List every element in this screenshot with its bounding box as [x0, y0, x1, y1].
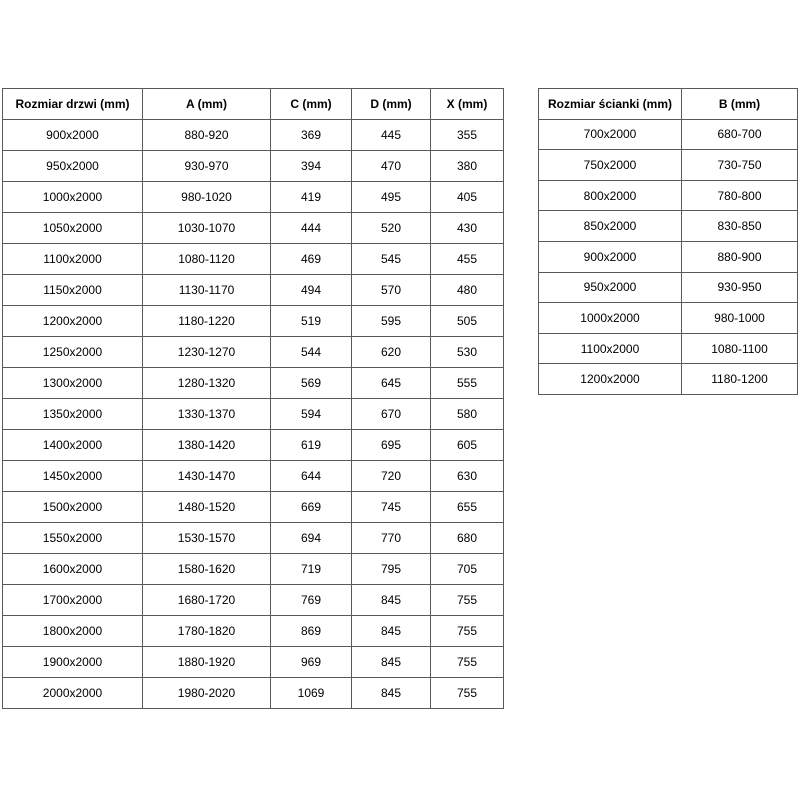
table-cell: 570 — [352, 275, 431, 306]
table-cell: 1350x2000 — [3, 399, 143, 430]
table-cell: 869 — [271, 616, 352, 647]
table-row — [3, 554, 504, 585]
table-cell: 555 — [431, 368, 504, 399]
table-cell: 980-1020 — [143, 182, 271, 213]
table-cell: 1200x2000 — [539, 364, 682, 395]
table-cell: 1080-1100 — [682, 333, 798, 364]
table-cell: 369 — [271, 120, 352, 151]
table-cell: 355 — [431, 120, 504, 151]
table-cell: 530 — [431, 337, 504, 368]
table-cell: 780-800 — [682, 180, 798, 211]
table-cell: 580 — [431, 399, 504, 430]
table-row — [3, 616, 504, 647]
table-row — [3, 523, 504, 554]
table-cell: 830-850 — [682, 211, 798, 242]
table-cell: 1550x2000 — [3, 523, 143, 554]
table-cell: 669 — [271, 492, 352, 523]
table-cell: 1480-1520 — [143, 492, 271, 523]
table-cell: 444 — [271, 213, 352, 244]
table-row — [3, 647, 504, 678]
table-row — [3, 399, 504, 430]
table-cell: 1430-1470 — [143, 461, 271, 492]
header-row — [539, 89, 798, 120]
table-cell: 619 — [271, 430, 352, 461]
table-cell: 1100x2000 — [3, 244, 143, 275]
table-cell: 705 — [431, 554, 504, 585]
table-cell: 2000x2000 — [3, 678, 143, 709]
table-cell: 930-970 — [143, 151, 271, 182]
table-row — [3, 492, 504, 523]
table-cell: 544 — [271, 337, 352, 368]
table-cell: 755 — [431, 585, 504, 616]
table-cell: 1069 — [271, 678, 352, 709]
table-cell: 1230-1270 — [143, 337, 271, 368]
table-cell: 519 — [271, 306, 352, 337]
door-sizes-table — [2, 88, 504, 709]
table-cell: 755 — [431, 678, 504, 709]
table-cell: 469 — [271, 244, 352, 275]
table-row — [3, 368, 504, 399]
table-cell: 445 — [352, 120, 431, 151]
table-row — [3, 337, 504, 368]
table-cell: 1680-1720 — [143, 585, 271, 616]
table-cell: 700x2000 — [539, 119, 682, 150]
table-cell: 630 — [431, 461, 504, 492]
table-row — [3, 678, 504, 709]
table-cell: 644 — [271, 461, 352, 492]
table-cell: 569 — [271, 368, 352, 399]
table-row — [3, 182, 504, 213]
table-cell: 680 — [431, 523, 504, 554]
table-cell: 645 — [352, 368, 431, 399]
table-cell: 1400x2000 — [3, 430, 143, 461]
table-cell: 1180-1200 — [682, 364, 798, 395]
table-row — [3, 213, 504, 244]
table-cell: 520 — [352, 213, 431, 244]
table-cell: 680-700 — [682, 119, 798, 150]
table-cell: 394 — [271, 151, 352, 182]
table-cell: 770 — [352, 523, 431, 554]
table-cell: 900x2000 — [3, 120, 143, 151]
wall-sizes-table — [538, 88, 798, 395]
table-cell: 1000x2000 — [539, 303, 682, 334]
table-cell: 755 — [431, 647, 504, 678]
table-cell: 795 — [352, 554, 431, 585]
table-cell: 850x2000 — [539, 211, 682, 242]
column-header: C (mm) — [271, 89, 352, 120]
table-cell: 880-900 — [682, 241, 798, 272]
table-row — [539, 333, 798, 364]
table-row — [539, 119, 798, 150]
table-cell: 769 — [271, 585, 352, 616]
table-cell: 480 — [431, 275, 504, 306]
table-cell: 1700x2000 — [3, 585, 143, 616]
table-cell: 605 — [431, 430, 504, 461]
table-cell: 1330-1370 — [143, 399, 271, 430]
table-cell: 1530-1570 — [143, 523, 271, 554]
table-row — [3, 275, 504, 306]
table-cell: 595 — [352, 306, 431, 337]
table-cell: 1450x2000 — [3, 461, 143, 492]
table-cell: 1600x2000 — [3, 554, 143, 585]
table-cell: 1050x2000 — [3, 213, 143, 244]
table-row — [3, 120, 504, 151]
table-cell: 430 — [431, 213, 504, 244]
table-cell: 845 — [352, 585, 431, 616]
table-cell: 494 — [271, 275, 352, 306]
table-cell: 745 — [352, 492, 431, 523]
table-cell: 1000x2000 — [3, 182, 143, 213]
table-cell: 495 — [352, 182, 431, 213]
table-cell: 1030-1070 — [143, 213, 271, 244]
table-cell: 720 — [352, 461, 431, 492]
column-header: Rozmiar drzwi (mm) — [3, 89, 143, 120]
table-row — [3, 430, 504, 461]
table-cell: 845 — [352, 678, 431, 709]
table-cell: 655 — [431, 492, 504, 523]
table-cell: 1080-1120 — [143, 244, 271, 275]
table-cell: 1580-1620 — [143, 554, 271, 585]
table-cell: 719 — [271, 554, 352, 585]
table-cell: 1200x2000 — [3, 306, 143, 337]
table-cell: 1380-1420 — [143, 430, 271, 461]
table-row — [539, 211, 798, 242]
table-row — [3, 306, 504, 337]
table-cell: 1300x2000 — [3, 368, 143, 399]
table-cell: 1900x2000 — [3, 647, 143, 678]
column-header: X (mm) — [431, 89, 504, 120]
table-cell: 1780-1820 — [143, 616, 271, 647]
table-cell: 950x2000 — [539, 272, 682, 303]
table-row — [539, 364, 798, 395]
table-cell: 594 — [271, 399, 352, 430]
table-cell: 969 — [271, 647, 352, 678]
table-row — [3, 151, 504, 182]
table-cell: 845 — [352, 616, 431, 647]
table-cell: 1980-2020 — [143, 678, 271, 709]
table-cell: 800x2000 — [539, 180, 682, 211]
column-header: A (mm) — [143, 89, 271, 120]
table-cell: 1180-1220 — [143, 306, 271, 337]
table-cell: 380 — [431, 151, 504, 182]
table-row — [539, 241, 798, 272]
table-cell: 1130-1170 — [143, 275, 271, 306]
table-cell: 950x2000 — [3, 151, 143, 182]
table-cell: 755 — [431, 616, 504, 647]
column-header: B (mm) — [682, 89, 798, 120]
table-cell: 419 — [271, 182, 352, 213]
table-cell: 1280-1320 — [143, 368, 271, 399]
table-cell: 620 — [352, 337, 431, 368]
table-cell: 845 — [352, 647, 431, 678]
table-row — [539, 272, 798, 303]
table-cell: 1500x2000 — [3, 492, 143, 523]
header-row — [3, 89, 504, 120]
table-cell: 694 — [271, 523, 352, 554]
table-row — [539, 180, 798, 211]
table-cell: 1150x2000 — [3, 275, 143, 306]
table-cell: 730-750 — [682, 150, 798, 181]
table-cell: 1100x2000 — [539, 333, 682, 364]
table-row — [539, 150, 798, 181]
table-row — [3, 244, 504, 275]
table-cell: 470 — [352, 151, 431, 182]
column-header: D (mm) — [352, 89, 431, 120]
table-row — [3, 585, 504, 616]
table-row — [3, 461, 504, 492]
table-cell: 880-920 — [143, 120, 271, 151]
table-cell: 930-950 — [682, 272, 798, 303]
column-header: Rozmiar ścianki (mm) — [539, 89, 682, 120]
table-cell: 900x2000 — [539, 241, 682, 272]
table-cell: 1880-1920 — [143, 647, 271, 678]
table-row — [539, 303, 798, 334]
table-cell: 980-1000 — [682, 303, 798, 334]
table-cell: 405 — [431, 182, 504, 213]
table-cell: 505 — [431, 306, 504, 337]
table-cell: 1250x2000 — [3, 337, 143, 368]
table-cell: 455 — [431, 244, 504, 275]
table-cell: 1800x2000 — [3, 616, 143, 647]
table-cell: 695 — [352, 430, 431, 461]
table-cell: 670 — [352, 399, 431, 430]
table-cell: 545 — [352, 244, 431, 275]
table-cell: 750x2000 — [539, 150, 682, 181]
